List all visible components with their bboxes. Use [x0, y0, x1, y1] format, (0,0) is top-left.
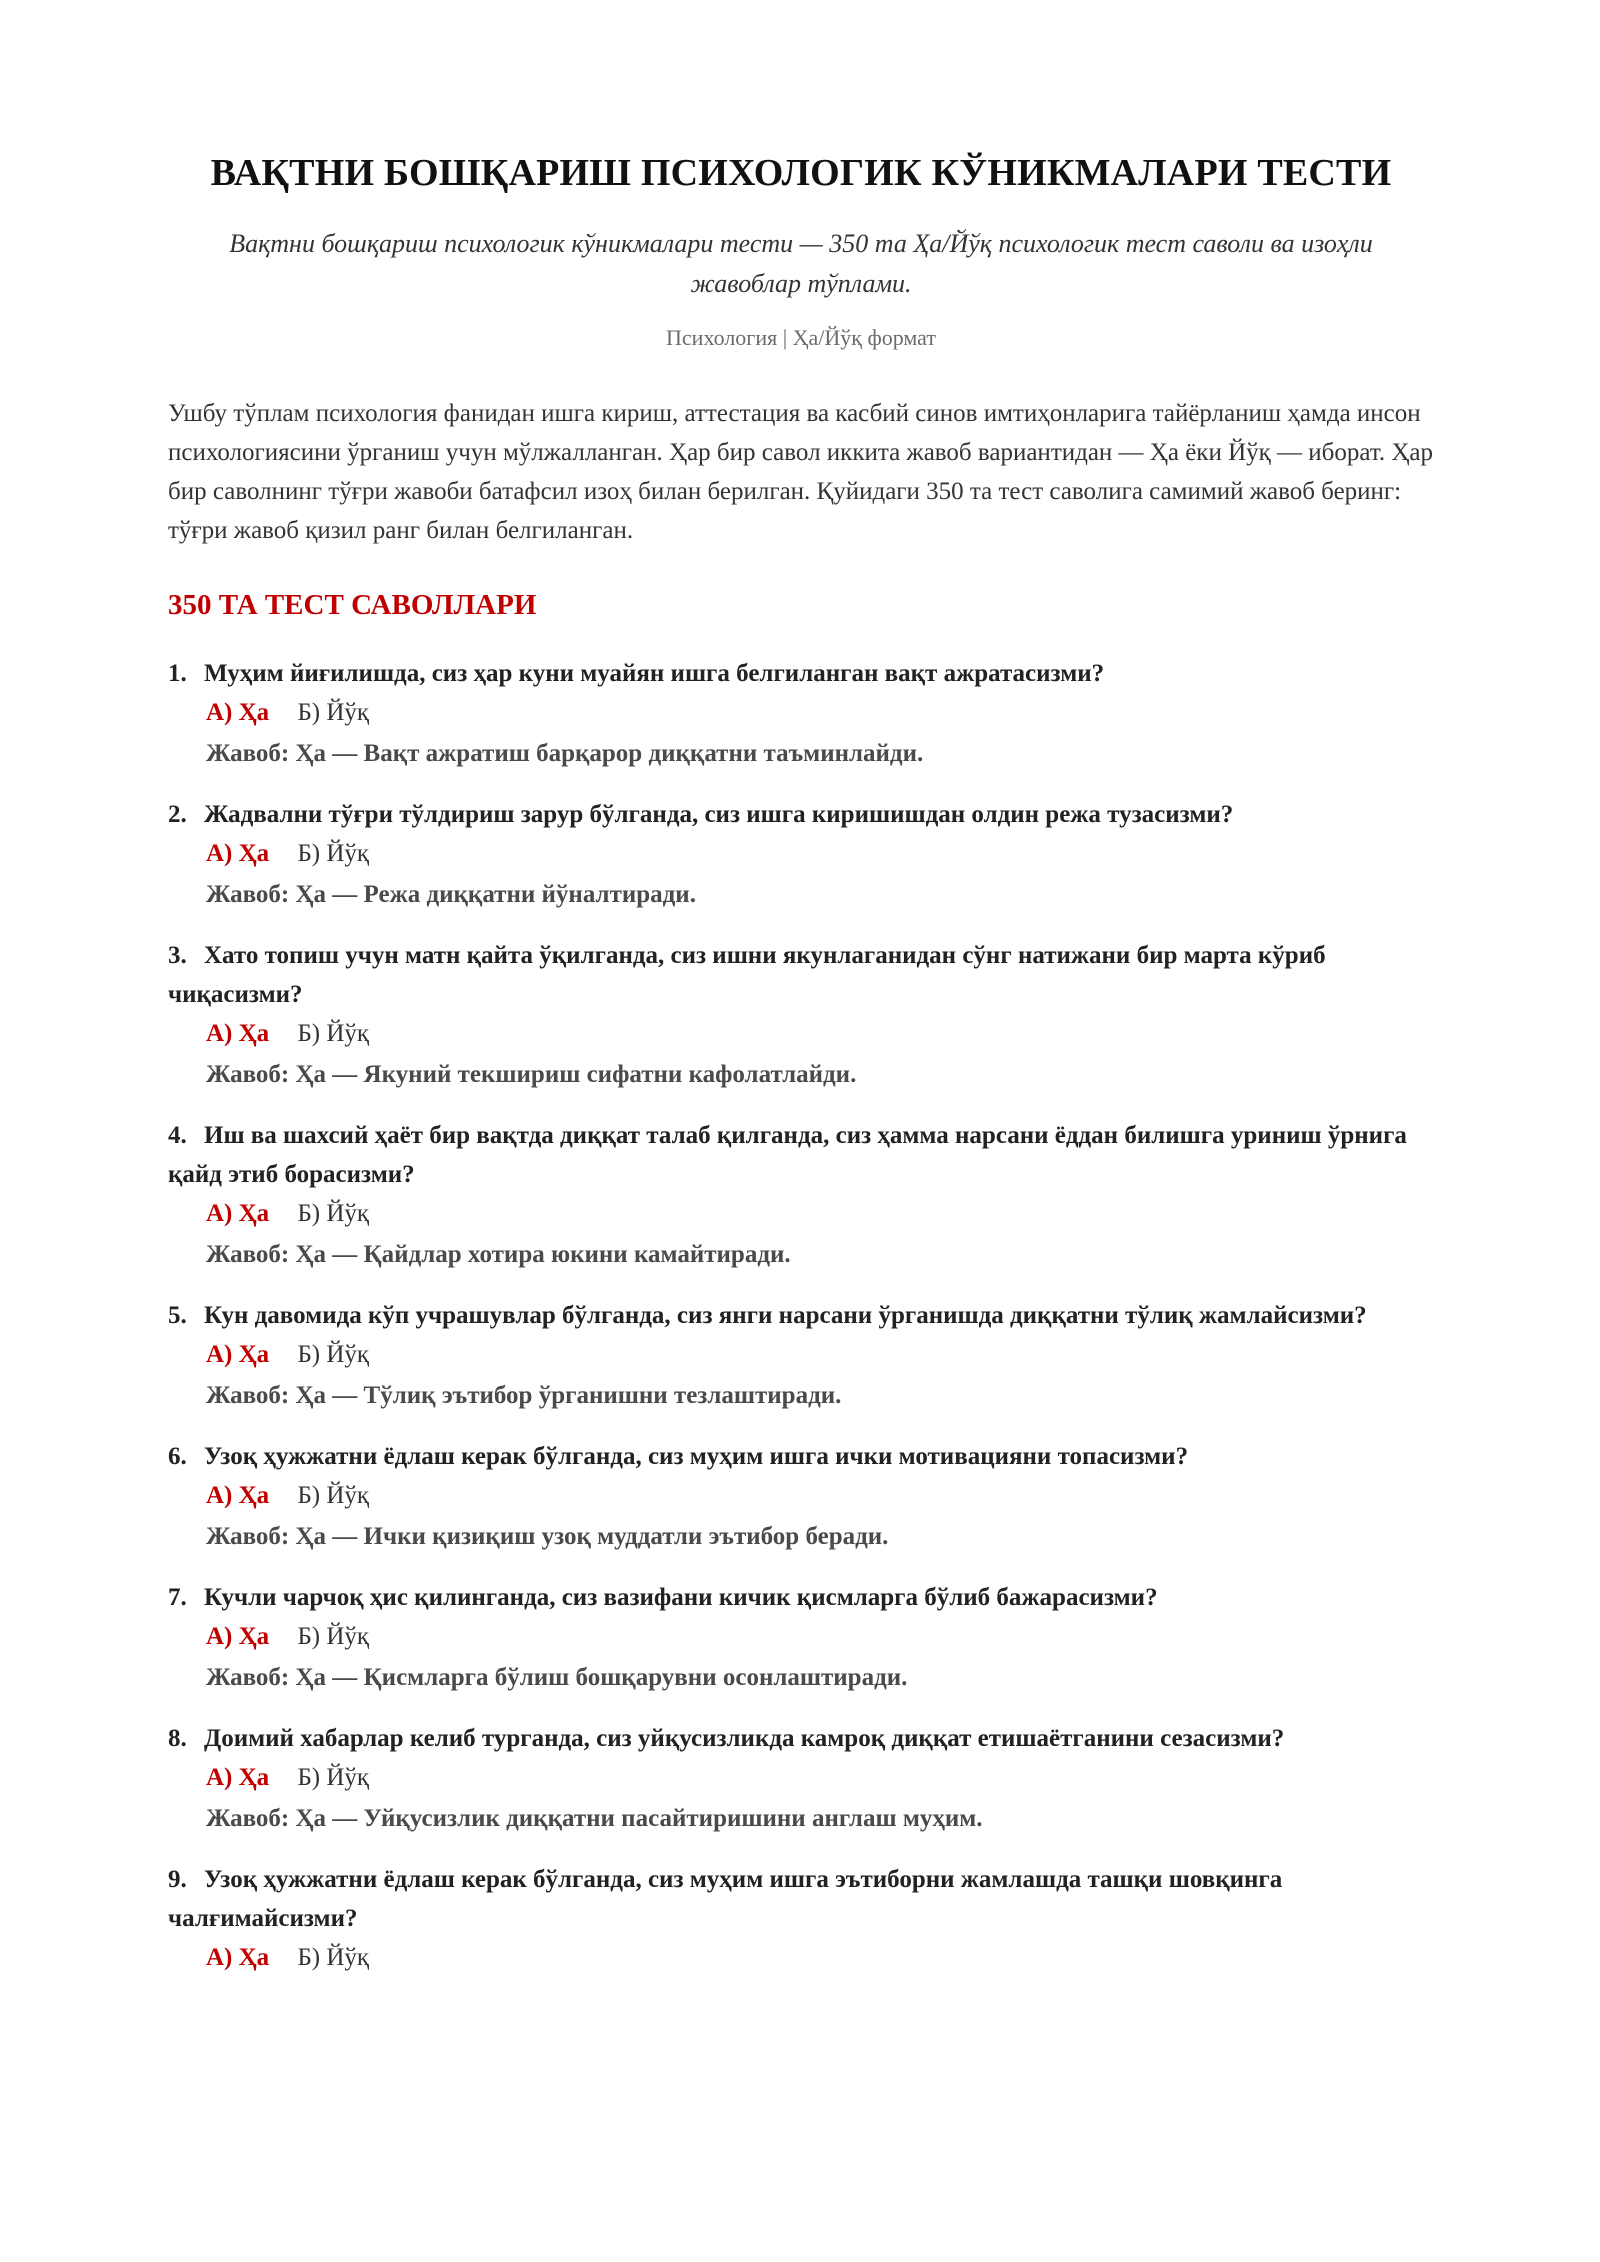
answer-explanation: Жавоб: Ҳа — Қисмларга бўлиш бошқарувни осонлаштиради.: [206, 1664, 908, 1691]
answer-options: [168, 1617, 1434, 1657]
question-text-row: [168, 1860, 1434, 1938]
option-b[interactable]: Б) Йўқ: [297, 1482, 370, 1509]
question-number: 8.: [168, 1725, 187, 1752]
question-number: 5.: [168, 1302, 187, 1329]
question-item: [168, 795, 1434, 916]
question-text-row: [168, 1116, 1434, 1194]
option-b[interactable]: Б) Йўқ: [297, 699, 370, 726]
question-number: 3.: [168, 942, 187, 969]
option-a[interactable]: А) Ҳа: [206, 1482, 270, 1509]
answer-explanation: Жавоб: Ҳа — Қайдлар хотира юкини камайтиради.: [206, 1241, 791, 1268]
question-text-row: [168, 936, 1434, 1014]
question-text-row: [168, 1578, 1434, 1617]
question-number: 6.: [168, 1443, 187, 1470]
option-a[interactable]: А) Ҳа: [206, 1764, 270, 1791]
question-text-row: [168, 1437, 1434, 1476]
question-text-row: [168, 654, 1434, 693]
option-a[interactable]: А) Ҳа: [206, 699, 270, 726]
answer-options: [168, 1758, 1434, 1798]
answer-explanation: Жавоб: Ҳа — Тўлиқ эътибор ўрганишни тезлаштиради.: [206, 1382, 842, 1409]
answer-explanation: Жавоб: Ҳа — Вақт ажратиш барқарор диққатни таъминлайди.: [206, 740, 924, 767]
question-item: [168, 1296, 1434, 1417]
question-item: [168, 1578, 1434, 1699]
answer-options: [168, 693, 1434, 733]
option-a[interactable]: А) Ҳа: [206, 1341, 270, 1368]
question-text: Узоқ ҳужжатни ёдлаш керак бўлганда, сиз муҳим ишга ички мотивацияни топасизми?: [204, 1443, 1189, 1470]
question-item: [168, 1116, 1434, 1276]
document-category: Психология | Ҳа/Йўқ формат: [666, 325, 936, 350]
answer-options: [168, 1335, 1434, 1375]
document-subtitle: Вақтни бошқариш психологик кўникмалари тести — 350 та Ҳа/Йўқ психологик тест саволи ва изоҳли жавоблар тўплами.: [229, 229, 1373, 298]
question-number: 9.: [168, 1866, 187, 1893]
question-text-row: [168, 1719, 1434, 1758]
question-text: Узоқ ҳужжатни ёдлаш керак бўлганда, сиз муҳим ишга эътиборни жамлашда ташқи шовқинга чалғимайсизми?: [168, 1866, 1283, 1932]
option-a[interactable]: А) Ҳа: [206, 1623, 270, 1650]
document-title: ВАҚТНИ БОШҚАРИШ ПСИХОЛОГИК КЎНИКМАЛАРИ ТЕСТИ: [210, 152, 1392, 194]
option-b[interactable]: Б) Йўқ: [297, 840, 370, 867]
option-a[interactable]: А) Ҳа: [206, 1200, 270, 1227]
question-text-row: [168, 795, 1434, 834]
intro-paragraph: Ушбу тўплам психология фанидан ишга кириш, аттестация ва касбий синов имтиҳонларига тайёрланиш ҳамда инсон психологиясини ўрганиш учун мўлжалланган. Ҳар бир савол иккита жавоб вариантидан — Ҳа ёки Йўқ — иборат. Ҳар бир саволнинг тўғри жавоби батафсил изоҳ билан берилган. Қуйидаги 350 та тест саволига самимий жавоб беринг: тўғри жавоб қизил ранг билан белгиланган.: [168, 400, 1434, 544]
question-number: 7.: [168, 1584, 187, 1611]
question-text: Доимий хабарлар келиб турганда, сиз уйқусизликда камроқ диққат етишаётганини сезасизми?: [204, 1725, 1285, 1752]
answer-options: [168, 1014, 1434, 1054]
question-number: 4.: [168, 1122, 187, 1149]
question-item: [168, 1860, 1434, 1978]
option-a[interactable]: А) Ҳа: [206, 840, 270, 867]
option-a[interactable]: А) Ҳа: [206, 1020, 270, 1047]
question-item: [168, 1719, 1434, 1840]
option-b[interactable]: Б) Йўқ: [297, 1341, 370, 1368]
question-item: [168, 654, 1434, 775]
option-b[interactable]: Б) Йўқ: [297, 1764, 370, 1791]
question-text: Кучли чарчоқ ҳис қилинганда, сиз вазифани кичик қисмларга бўлиб бажарасизми?: [204, 1584, 1158, 1611]
answer-options: [168, 1476, 1434, 1516]
question-number: 2.: [168, 801, 187, 828]
question-item: [168, 1437, 1434, 1558]
option-a[interactable]: А) Ҳа: [206, 1944, 270, 1971]
option-b[interactable]: Б) Йўқ: [297, 1020, 370, 1047]
question-text: Иш ва шахсий ҳаёт бир вақтда диққат талаб қилганда, сиз ҳамма нарсани ёддан билишга уриниш ўрнига қайд этиб борасизми?: [168, 1122, 1407, 1188]
answer-explanation: Жавоб: Ҳа — Режа диққатни йўналтиради.: [206, 881, 696, 908]
answer-explanation: Жавоб: Ҳа — Уйқусизлик диққатни пасайтиришини англаш муҳим.: [206, 1805, 983, 1832]
question-number: 1.: [168, 660, 187, 687]
question-text: Хато топиш учун матн қайта ўқилганда, сиз ишни якунлаганидан сўнг натижани бир марта кўриб чиқасизми?: [168, 942, 1326, 1008]
option-b[interactable]: Б) Йўқ: [297, 1623, 370, 1650]
question-text-row: [168, 1296, 1434, 1335]
question-item: [168, 936, 1434, 1096]
section-heading: 350 ТА ТЕСТ САВОЛЛАРИ: [168, 589, 537, 621]
answer-options: [168, 834, 1434, 874]
option-b[interactable]: Б) Йўқ: [297, 1200, 370, 1227]
option-b[interactable]: Б) Йўқ: [297, 1944, 370, 1971]
answer-explanation: Жавоб: Ҳа — Ички қизиқиш узоқ муддатли эътибор беради.: [206, 1523, 889, 1550]
question-list: [168, 654, 1434, 1978]
answer-options: [168, 1938, 1434, 1978]
answer-options: [168, 1194, 1434, 1234]
question-text: Кун давомида кўп учрашувлар бўлганда, сиз янги нарсани ўрганишда диққатни тўлиқ жамлайсизми?: [204, 1302, 1367, 1329]
question-text: Муҳим йиғилишда, сиз ҳар куни муайян ишга белгиланган вақт ажратасизми?: [204, 660, 1105, 687]
question-text: Жадвални тўғри тўлдириш зарур бўлганда, сиз ишга киришишдан олдин режа тузасизми?: [204, 801, 1234, 828]
answer-explanation: Жавоб: Ҳа — Якуний текшириш сифатни кафолатлайди.: [206, 1061, 857, 1088]
